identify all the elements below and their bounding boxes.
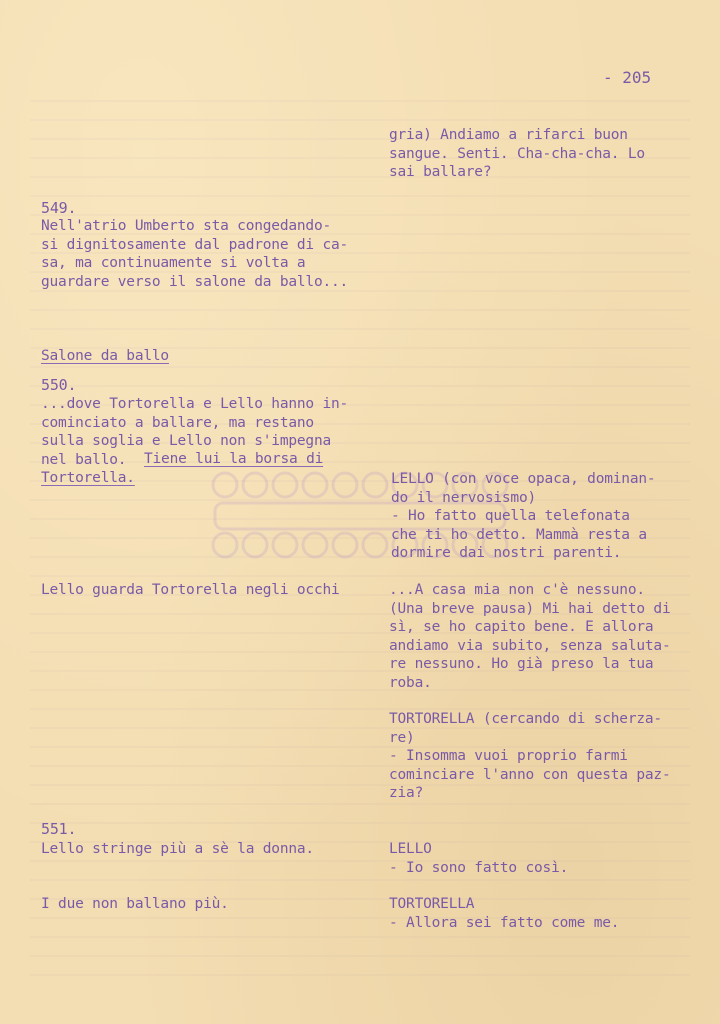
scene-550-description: ...dove Tortorella e Lello hanno in- cominciato a ballare, ma restano sulla soglia e Lello non s'impegna nel ballo. (41, 396, 349, 468)
dialogue-continuation: gria) Andiamo a rifarci buon sangue. Senti. Cha-cha-cha. Lo sai ballare? (389, 127, 645, 180)
action-no-dancing: I due non ballano più. (41, 896, 229, 912)
scene-551-description: Lello stringe più a sè la donna. (41, 841, 314, 857)
scene-549-description: Nell'atrio Umberto sta congedando- si dignitosamente dal padrone di ca- sa, ma continuamente si volta a guardare verso il salone da ballo... (41, 218, 349, 290)
scene-number-551: 551. (41, 820, 77, 838)
scene-550-underlined-line-1: Tiene lui la borsa di (144, 451, 324, 467)
tortorella-speech: - Insomma vuoi proprio farmi cominciare l'anno con questa paz- zia? (389, 748, 671, 801)
lello-speech-continued: ...A casa mia non c'è nessuno. (Una breve pausa) Mi hai detto di sì, se ho capito bene. E allora andiamo via subito, senza saluta- re nessuno. Ho già preso la tua roba. (389, 582, 671, 691)
action-lello-looks: Lello guarda Tortorella negli occhi (41, 582, 340, 598)
page-number: - 205 (603, 68, 652, 87)
speaker-lello: LELLO (389, 841, 432, 857)
scene-number-549: 549. (41, 199, 77, 217)
scene-550-underlined-line-2: Tortorella. (41, 470, 135, 486)
scene-heading-salone: Salone da ballo (41, 348, 169, 364)
lello-speech: - Ho fatto quella telefonata che ti ho detto. Mammà resta a dormire dai nostri parenti. (391, 508, 647, 561)
lello-speech-2: - Io sono fatto così. (389, 860, 569, 876)
speaker-lello-direction: LELLO (con voce opaca, dominan- do il nervosismo) (391, 471, 656, 506)
speaker-tortorella: TORTORELLA (389, 896, 475, 912)
tortorella-speech-2: - Allora sei fatto come me. (389, 915, 620, 931)
speaker-tortorella-direction: TORTORELLA (cercando di scherza- re) (389, 711, 662, 746)
scene-number-550: 550. (41, 376, 77, 394)
